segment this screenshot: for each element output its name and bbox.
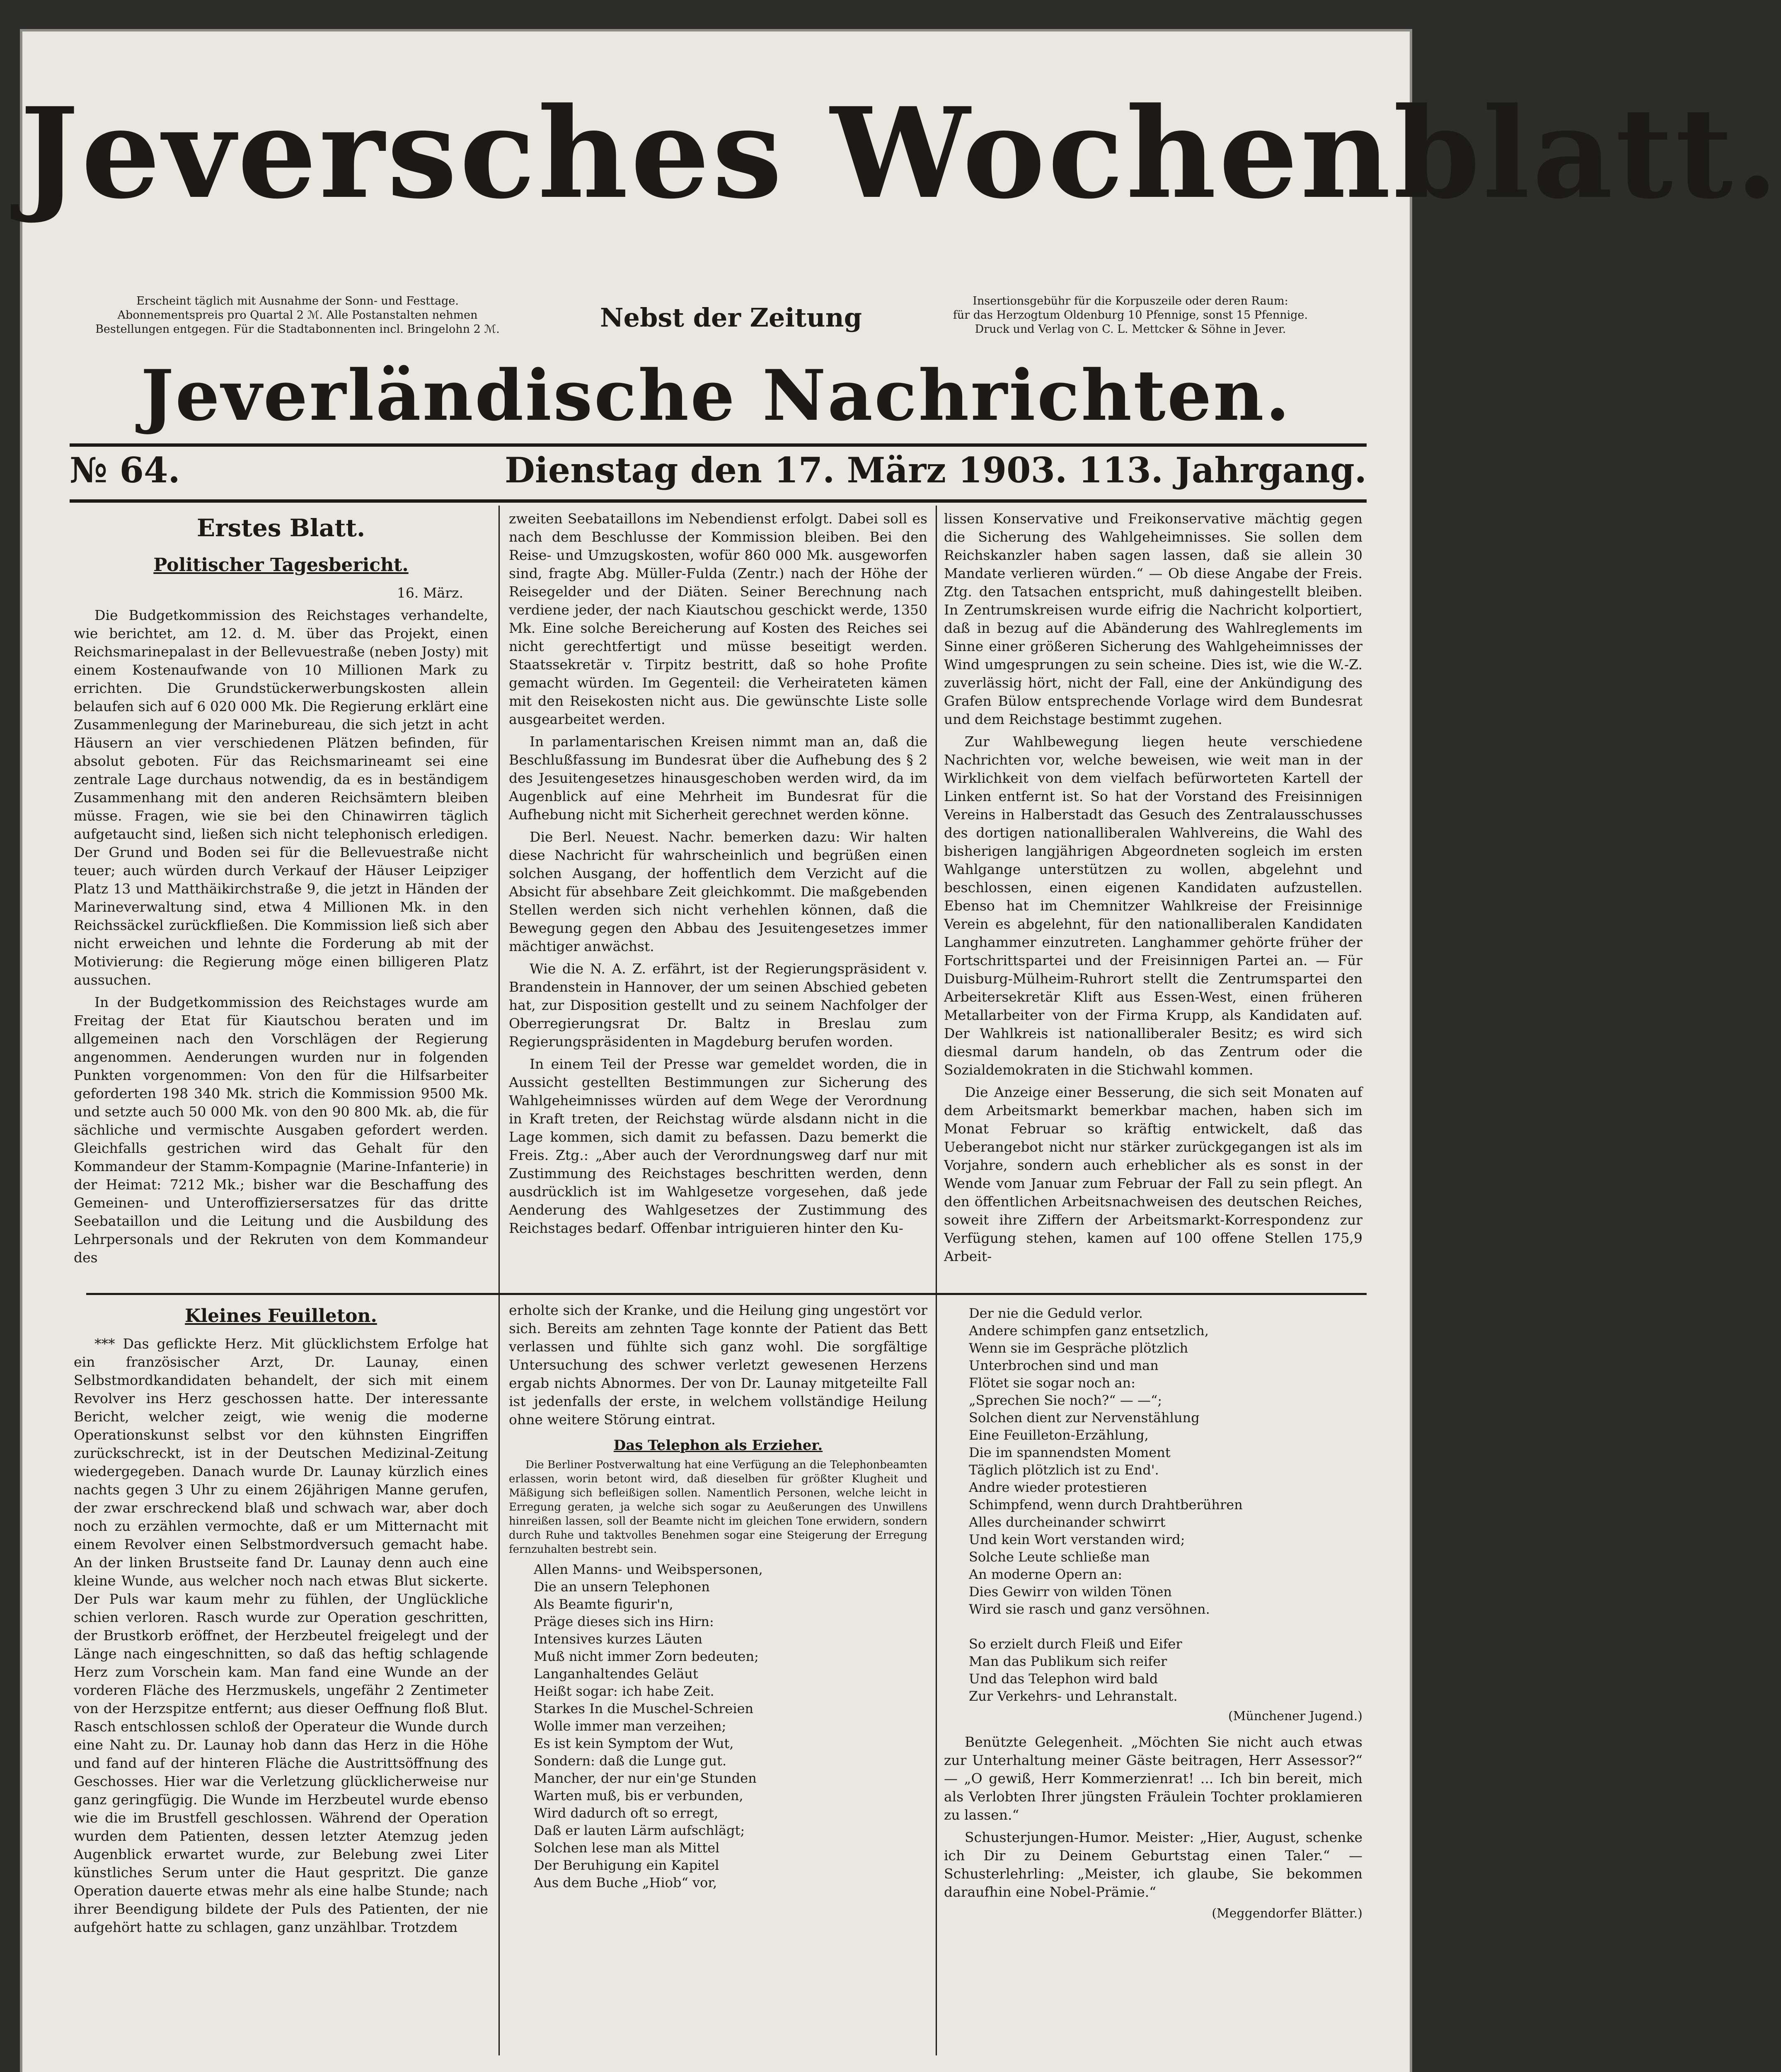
masthead-subtitle: Jeverländische Nachrichten. — [140, 354, 1292, 436]
feuilleton-column-1 — [74, 1301, 488, 2055]
column-middle — [509, 510, 927, 1289]
poem-intro: Die Berliner Postverwaltung hat eine Verfügung an die Telephonbeamten erlassen, worin betont wird, daß dieselben für größter Klugheit und Mäßigung sich befleißigen sollen. Namentlich Personen, welche leicht in Erregung geraten, ja welche sich sogar zu Aeußerungen des Unwillens hinreißen lassen, soll der Beamte nicht im gleichen Tone erwidern, sondern durch Ruhe und taktvolles Benehmen sogar eine Steigerung der Erregung fernzuhalten bestrebt sein. — [509, 1459, 927, 1556]
poem-line: Zur Verkehrs- und Lehranstalt. — [969, 1688, 1178, 1704]
poem-line: Muß nicht immer Zorn bedeuten; — [534, 1648, 759, 1664]
masthead-title: Jeversches Wochenblatt. — [20, 80, 1781, 226]
poem-line: Mancher, der nur ein'ge Stunden — [534, 1770, 757, 1786]
poem-line: Wird sie rasch und ganz versöhnen. — [969, 1601, 1210, 1617]
column-politics — [74, 510, 488, 1289]
anecdote: Benützte Gelegenheit. „Möchten Sie nicht auch etwas zur Unterhaltung meiner Gäste beitragen, Herr Assessor?“ — „O gewiß, Herr Kommerzienrat! ... Ich bin bereit, mich als Verlobten Ihrer jüngsten Fräulein Tochter proklamieren zu lassen.“ — [944, 1734, 1362, 1823]
poem-line: Flötet sie sogar noch an: — [969, 1375, 1136, 1391]
poem-line: Wird dadurch oft so erregt, — [534, 1805, 719, 1821]
poem-line — [969, 1618, 1362, 1635]
nebst-der-zeitung: Nebst der Zeitung — [600, 303, 862, 333]
header-rule-bottom — [70, 499, 1367, 503]
section-heading: Erstes Blatt. — [196, 514, 365, 542]
issue-date: Dienstag den 17. März 1903. — [505, 450, 1067, 491]
dateline: 16. März. — [397, 585, 463, 601]
poem-line: „Sprechen Sie noch?“ — —“; — [969, 1392, 1162, 1408]
feuilleton-column-3 — [944, 1301, 1362, 2055]
info-line: Abonnementspreis pro Quartal 2 ℳ. Alle Postanstalten nehmen — [117, 309, 478, 322]
poem-line: Eine Feuilleton-Erzählung, — [969, 1427, 1149, 1443]
poem-line: Andere schimpfen ganz entsetzlich, — [969, 1323, 1209, 1339]
poem-heading: Das Telephon als Erzieher. — [613, 1437, 823, 1454]
poem-line: Solchen dient zur Nervenstählung — [969, 1410, 1200, 1426]
poem-line: Wolle immer man verzeihen; — [534, 1718, 726, 1734]
poem-line: Warten muß, bis er verbunden, — [534, 1788, 743, 1803]
article-paragraph: In einem Teil der Presse war gemeldet worden, die in Aussicht gestellten Bestimmungen zur Sicherung des Wahlgeheimnisses würden auf dem Wege der Verordnung in Kraft treten, der Reichstag würde alsdann nicht in die Lage kommen, sich damit zu befassen. Dazu bemerkt die Freis. Ztg.: „Aber auch der Verordnungsweg darf nur mit Zustimmung des Reichstages beschritten werden, denn ausdrücklich ist im Wahlgesetze vorgesehen, daß jede Aenderung des Wahlgesetzes der Zustimmung des Reichstages bedarf. Offenbar intriguieren hinter den Ku- — [509, 1056, 927, 1236]
info-line: für das Herzogtum Oldenburg 10 Pfennige, sonst 15 Pfennige. — [953, 309, 1308, 322]
feuilleton-text: *** Das geflickte Herz. Mit glücklichstem Erfolge hat ein französischer Arzt, Dr. Launay, einen Selbstmordkandidaten behandelt, der sich mit einem Revolver ins Herz geschossen hatte. Der interessante Bericht, welcher zeigt, wie wenig die moderne Operationskunst selbst vor den kühnsten Eingriffen zurückschreckt, ist in der Deutschen Medizinal-Zeitung wiedergegeben. Danach wurde Dr. Launay kürzlich eines nachts gegen 3 Uhr zu einem 26jährigen Manne gerufen, der zwar erschreckend blaß und schwach war, aber doch noch zu erzählen vermochte, daß er um Mitternacht mit einem Revolver einen Selbstmordversuch gemacht habe. An der linken Brustseite fand Dr. Launay denn auch eine kleine Wunde, aus welcher noch nach etwas Blut sickerte. Der Puls war kaum mehr zu fühlen, der Unglückliche schien verloren. Rasch wurde zur Operation geschritten, der Brustkorb eröffnet, der Herzbeutel freigelegt und der Länge nach eingeschnitten, so daß das heftig schlagende Herz zum Vorschein kam. Man fand eine Wunde an der vorderen Fläche des Herzmuskels, ungefähr 2 Zentimeter von der Herzspitze entfernt; aus dieser Oeffnung floß Blut. Rasch entschlossen schloß der Operateur die Wunde durch eine Naht zu. Dr. Launay hob dann das Herz in die Höhe und fand auf der hinteren Fläche die Austrittsöffnung des Geschosses. Hier war die Verletzung glücklicherweise nur ganz geringfügig. Die Wunde im Herzbeutel wurde ebenso wie die im Brustfell geschlossen. Während der Operation wurden dem Patienten, dessen letzter Atemzug jeden Augenblick erwartet wurde, zur Belebung zwei Liter künstliches Serum unter die Haut gespritzt. Die ganze Operation dauerte etwas mehr als eine halbe Stunde; nach ihrer Beendigung bildete der Puls des Patienten, der nie aufgehört hatte zu schlagen, ganz unzählbar. Trotzdem — [74, 1336, 488, 1935]
poem-line: An moderne Opern an: — [969, 1566, 1123, 1582]
poem-line: Solchen lese man als Mittel — [534, 1840, 720, 1856]
poem-line: Es ist kein Symptom der Wut, — [534, 1736, 734, 1751]
info-line: Druck und Verlag von C. L. Mettcker & Söhne in Jever. — [975, 323, 1286, 336]
article-paragraph: lissen Konservative und Freikonservative mächtig gegen die Sicherung des Wahlgeheimnisses. Sie sollen dem Reichskanzler haben sagen lassen, daß sie allein 30 Mandate verlieren würden.“ — Ob diese Angabe der Freis. Ztg. den Tatsachen entspricht, muß dahingestellt bleiben. In Zentrumskreisen wurde eifrig die Nachricht kolportiert, daß in bezug auf die Abänderung des Wahlreglements im Sinne einer größeren Sicherung des Wahlgeheimnisses der Wind umgesprungen zu sein scheine. Dies ist, wie die W.-Z. zuverlässig hört, nicht der Fall, eine der Ankündigung des Grafen Bülow entsprechende Vorlage wird dem Bundesrat und dem Reichstage bestimmt zugehen. — [944, 511, 1362, 727]
poem-line: Allen Manns- und Weibspersonen, — [534, 1561, 763, 1577]
info-line: Erscheint täglich mit Ausnahme der Sonn- und Festtage. — [136, 295, 459, 307]
poem-continued — [969, 1305, 1362, 1705]
poem-line: Der Beruhigung ein Kapitel — [534, 1857, 719, 1873]
newspaper-page — [20, 29, 1781, 2072]
subscription-info — [74, 294, 521, 336]
info-line: Bestellungen entgegen. Für die Stadtabonnenten incl. Bringelohn 2 ℳ. — [95, 323, 500, 336]
poem-line: Unterbrochen sind und man — [969, 1358, 1159, 1373]
volume-year: 113. Jahrgang. — [1078, 450, 1367, 491]
poem-line: Als Beamte figurir'n, — [534, 1596, 673, 1612]
feuilleton-text: erholte sich der Kranke, und die Heilung ging ungestört vor sich. Bereits am zehnten Tage konnte der Patient das Bett verlassen und fühlte sich ganz wohl. Die sorgfältige Untersuchung des schwer verletzt gewesenen Herzens ergab nichts Abnormes. Der von Dr. Launay mitgeteilte Fall ist jedenfalls der erste, in welchem vollständige Heilung ohne weitere Störung eintrat. — [509, 1302, 927, 1428]
article-paragraph: Die Berl. Neuest. Nachr. bemerken dazu: Wir halten diese Nachricht für wahrscheinlich und begrüßen einen solchen Ausgang, der hoffentlich dem Verzicht auf die Absicht für absehbare Zeit gleichkommt. Die maßgebenden Stellen werden sich nicht verhehlen können, daß die Bewegung gegen den Abbau des Jesuitengesetzes immer mächtiger anwächst. — [509, 829, 927, 954]
article-paragraph: Die Budgetkommission des Reichstages verhandelte, wie berichtet, am 12. d. M. über das Projekt, einen Reichsmarinepalast in der Bellevuestraße (neben Josty) mit einem Kostenaufwande von 10 Millionen Mark zu errichten. Die Grundstückerwerbungskosten allein belaufen sich auf 6 020 000 Mk. Die Regierung erklärt eine Zusammenlegung der Marinebureau, die sich jetzt in acht Häusern an vier verschiedenen Plätzen befinden, für absolut geboten. Für das Reichsmarineamt sei eine zentrale Lage durchaus notwendig, da es in beständigem Zusammenhang mit den anderen Reichsämtern bleiben müsse. Fragen, wie sie bei den Chinawirren täglich aufgetaucht sind, ließen sich nicht telephonisch erledigen. Der Grund und Boden sei für die Bellevuestraße nicht teuer; auch würden durch Verkauf der Häuser Leipziger Platz 13 und Matthäikirchstraße 9, die jetzt in Händen der Marineverwaltung sind, etwa 4 Millionen Mk. in den Reichssäckel zurückfließen. Die Kommission ließ sich aber nicht erweichen und lehnte die Forderung ab mit der Motivierung: die Regierung möge einen billigeren Platz aussuchen. — [74, 607, 488, 988]
article-paragraph: Wie die N. A. Z. erfährt, ist der Regierungspräsident v. Brandenstein in Hannover, der um seinen Abschied gebeten hat, zur Disposition gestellt und zu seinem Nachfolger der Oberregierungsrat Dr. Baltz in Breslau zum Regierungspräsidenten in Magdeburg berufen worden. — [509, 961, 927, 1050]
poem-credit: (Münchener Jugend.) — [1228, 1709, 1362, 1723]
article-heading: Politischer Tagesbericht. — [153, 554, 409, 576]
article-paragraph: In der Budgetkommission des Reichstages wurde am Freitag der Etat für Kiautschou beraten und im allgemeinen nach den Vorschlägen der Regierung angenommen. Aenderungen wurden nur in folgenden Punkten vorgenommen: Von den für die Hilfsarbeiter geforderten 198 340 Mk. strich die Kommission 9500 Mk. und setzte auch 50 000 Mk. von den 90 800 Mk. ab, die für sächliche und vermischte Ausgaben gefordert werden. Gleichfalls gestrichen wird das Gehalt für den Kommandeur der Stamm-Kompagnie (Marine-Infanterie) in der Heimat: 7212 Mk.; bisher war die Beschaffung des Gemeinen- und Unteroffiziersersatzes für das dritte Seebataillon und die Leitung und die Ausbildung des Lehrpersonals und der Rekruten von dem Kommandeur des — [74, 994, 488, 1266]
info-line: Insertionsgebühr für die Korpuszeile oder deren Raum: — [973, 295, 1288, 307]
poem-line: Daß er lauten Lärm aufschlägt; — [534, 1823, 745, 1838]
poem-line: Sondern: daß die Lunge gut. — [534, 1753, 727, 1769]
poem-line: Wenn sie im Gespräche plötzlich — [969, 1340, 1188, 1356]
poem-line: Man das Publikum sich reifer — [969, 1653, 1167, 1669]
advertising-info — [911, 294, 1350, 336]
column-divider — [936, 506, 937, 2055]
poem-line: Andre wieder protestieren — [969, 1479, 1147, 1495]
poem-line: Der nie die Geduld verlor. — [969, 1305, 1143, 1321]
poem-line: Präge dieses sich ins Hirn: — [534, 1614, 714, 1629]
poem-line: Täglich plötzlich ist zu End'. — [969, 1462, 1159, 1478]
poem — [534, 1561, 927, 1891]
issue-number: № 64. — [70, 450, 180, 491]
article-paragraph: zweiten Seebataillons im Nebendienst erfolgt. Dabei soll es nach dem Beschlusse der Kommission bleiben. Bei den Reise- und Umzugskosten, wofür 860 000 Mk. ausgeworfen sind, fragte Abg. Müller-Fulda (Zentr.) nach der Höhe der Reisegelder und der Diäten. Seiner Berechnung nach verdiene jeder, der nach Kiautschou geschickt werde, 1350 Mk. Eine solche Bereicherung auf Kosten des Reiches sei nicht gerechtfertigt und müsse beseitigt werden. Staatssekretär v. Tirpitz bestritt, daß so hohe Profite gemacht würden. Im Gegenteil: die Verheirateten kämen mit den Reisekosten nicht aus. Die gewünschte Liste solle ausgearbeitet werden. — [509, 511, 927, 727]
poem-line: Und kein Wort verstanden wird; — [969, 1532, 1185, 1547]
poem-line: Starkes In die Muschel-Schreien — [534, 1701, 754, 1716]
poem-line: Langanhaltendes Geläut — [534, 1666, 698, 1682]
poem-line: Intensives kurzes Läuten — [534, 1631, 702, 1647]
feuilleton-heading: Kleines Feuilleton. — [185, 1305, 377, 1326]
anecdote-credit: (Meggendorfer Blätter.) — [1212, 1906, 1362, 1921]
poem-line: Die im spannendsten Moment — [969, 1445, 1171, 1460]
column-divider — [498, 506, 500, 2055]
poem-line: Alles durcheinander schwirrt — [969, 1514, 1166, 1530]
feuilleton-column-2 — [509, 1301, 927, 2055]
anecdote: Schusterjungen-Humor. Meister: „Hier, August, schenke ich Dir zu Deinem Geburtstag einen Taler.“ — Schusterlehrling: „Meister, ich glaube, Sie bekommen daraufhin eine Nobel-Prämie.“ — [944, 1829, 1362, 1900]
article-paragraph: Zur Wahlbewegung liegen heute verschiedene Nachrichten vor, welche beweisen, wie weit man in der Wirklichkeit von dem vielfach befürworteten Kartell der Linken entfernt ist. So hat der Vorstand des Freisinnigen Vereins in Halberstadt das Gesuch des Zentralausschusses des dortigen nationalliberalen Wahlvereins, die Wahl des bisherigen langjährigen Abgeordneten sogleich im ersten Wahlgange unterstützen zu wollen, abgelehnt und beschlossen, einen eigenen Kandidaten aufzustellen. Ebenso hat im Chemnitzer Wahlkreise der Freisinnige Verein es abgelehnt, für den nationalliberalen Kandidaten Langhammer einzutreten. Langhammer gehörte früher der Fortschrittspartei und der Freisinnigen Partei an. — Für Duisburg-Mülheim-Ruhrort stellt die Zentrumspartei den Arbeitersekretär Klift aus Essen-West, einen früheren Metallarbeiter von der Firma Krupp, als Kandidaten auf. Der Wahlkreis ist nationalliberaler Besitz; es wird sich diesmal darum handeln, ob das Zentrum oder die Sozialdemokraten in die Stichwahl kommen. — [944, 733, 1362, 1078]
poem-line: Solche Leute schließe man — [969, 1549, 1150, 1565]
header-rule-top — [70, 443, 1367, 447]
poem-line: Die an unsern Telephonen — [534, 1579, 710, 1595]
feuilleton-rule — [86, 1293, 1367, 1295]
poem-line: Schimpfend, wenn durch Drahtberühren — [969, 1497, 1243, 1513]
column-right — [944, 510, 1362, 1289]
poem-line: Heißt sogar: ich habe Zeit. — [534, 1683, 714, 1699]
article-paragraph: Die Anzeige einer Besserung, die sich seit Monaten auf dem Arbeitsmarkt bemerkbar machen, haben sich im Monat Februar so kräftig entwickelt, daß das Ueberangebot nicht nur stärker zurückgegangen ist als im Vorjahre, sondern auch erheblicher als es sonst in der Wende vom Januar zum Februar der Fall zu sein pflegt. An den öffentlichen Arbeitsnachweisen des deutschen Reiches, soweit ihre Ziffern der Arbeitsmarkt-Korrespondenz zur Verfügung stehen, kamen auf 100 offene Stellen 175,9 Arbeit- — [944, 1084, 1362, 1264]
poem-line: Dies Gewirr von wilden Tönen — [969, 1584, 1172, 1600]
poem-line: So erzielt durch Fleiß und Eifer — [969, 1636, 1182, 1652]
poem-line: Aus dem Buche „Hiob“ vor, — [534, 1875, 717, 1890]
issue-line — [70, 450, 1367, 495]
poem-line: Und das Telephon wird bald — [969, 1671, 1158, 1687]
article-paragraph: In parlamentarischen Kreisen nimmt man an, daß die Beschlußfassung im Bundesrat über die Aufhebung des § 2 des Jesuitengesetzes hinausgeschoben werden wird, da im Augenblick auf eine Mehrheit im Bundesrat für die Aufhebung nicht mit Sicherheit gerechnet werden könne. — [509, 733, 927, 823]
